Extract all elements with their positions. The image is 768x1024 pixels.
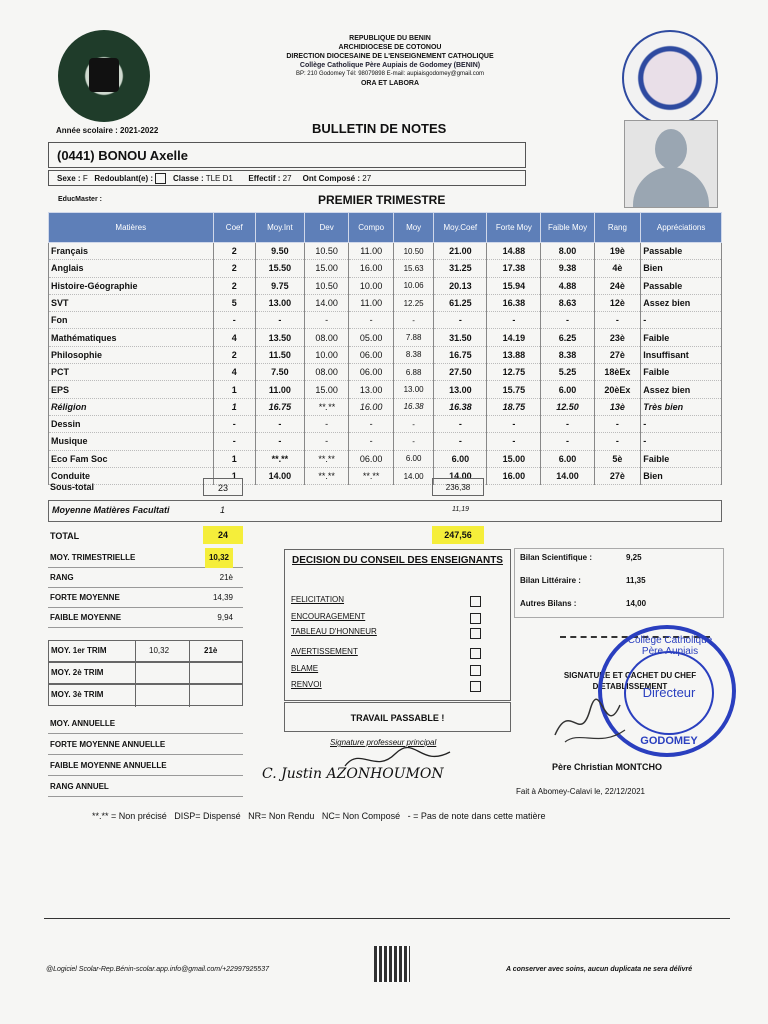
grade-cell: -	[541, 312, 594, 329]
effectif-label: Effectif :	[248, 174, 281, 183]
grade-cell: -	[434, 433, 487, 450]
grade-cell: 9.75	[255, 277, 304, 294]
column-header: Faible Moy	[541, 213, 594, 243]
grade-cell: 16.00	[349, 260, 394, 277]
grade-cell: 10.50	[393, 243, 433, 260]
decision-option: RENVOI	[291, 680, 322, 689]
column-header: Matières	[49, 213, 214, 243]
column-header: Moy.Int	[255, 213, 304, 243]
table-row	[49, 433, 722, 450]
decision-option: AVERTISSEMENT	[291, 647, 358, 656]
grade-cell: 7.88	[393, 329, 433, 346]
grade-cell: -	[349, 433, 394, 450]
total-value: 247,56	[432, 526, 484, 544]
grade-cell: 5è	[594, 450, 641, 467]
grade-cell: 10.00	[349, 277, 394, 294]
subject-name: Français	[49, 243, 214, 260]
grade-cell: 15.00	[304, 381, 349, 398]
grade-cell: 14.88	[487, 243, 541, 260]
grade-cell: 15.50	[255, 260, 304, 277]
grade-cell: 18èEx	[594, 364, 641, 381]
student-info	[48, 170, 526, 186]
subject-name: Musique	[49, 433, 214, 450]
table-header-row	[49, 213, 722, 243]
grade-cell: -	[434, 312, 487, 329]
grade-cell: 14.00	[255, 467, 304, 484]
subject-name: Anglais	[49, 260, 214, 277]
grade-cell: 08.00	[304, 364, 349, 381]
place-date: Fait à Abomey-Calavi le, 22/12/2021	[516, 787, 645, 796]
classe-value: TLE D1	[205, 174, 233, 183]
grade-cell: -	[304, 312, 349, 329]
table-row	[49, 260, 722, 277]
subject-name: Histoire-Géographie	[49, 277, 214, 294]
grade-cell: 13.00	[255, 294, 304, 311]
annual-row: MOY. ANNUELLE	[48, 714, 243, 734]
grade-cell: 11.50	[255, 346, 304, 363]
subject-name: Philosophie	[49, 346, 214, 363]
grade-cell: 9.50	[255, 243, 304, 260]
column-header: Forte Moy	[487, 213, 541, 243]
grade-cell: 6.00	[434, 450, 487, 467]
grade-cell: -	[213, 415, 255, 432]
student-name: (0441) BONOU Axelle	[48, 142, 526, 168]
grade-cell: 14.00	[393, 467, 433, 484]
grade-cell: 61.25	[434, 294, 487, 311]
grade-cell: 1	[213, 467, 255, 484]
subtotal-value: 236,38	[432, 478, 484, 496]
grade-cell: -	[304, 433, 349, 450]
grade-cell: 8.63	[541, 294, 594, 311]
decision-checkbox	[470, 596, 481, 607]
prof-signature-label: Signature professeur principal	[330, 738, 437, 747]
summary-label: FORTE MOYENNE	[50, 593, 120, 602]
stamp-ring-text: Collège Catholique Père Aupiais	[627, 635, 713, 657]
table-row	[49, 381, 722, 398]
trimester-row	[48, 662, 243, 684]
grade-cell: -	[255, 433, 304, 450]
grade-cell: 14.00	[541, 467, 594, 484]
summary-row	[48, 608, 243, 628]
grade-cell: 20.13	[434, 277, 487, 294]
table-row	[49, 312, 722, 329]
decision-verdict: TRAVAIL PASSABLE !	[284, 702, 511, 732]
bilans-box	[514, 548, 724, 618]
grade-cell: 10.00	[304, 346, 349, 363]
header-motto: ORA ET LABORA	[360, 80, 420, 87]
header-line: ARCHIDIOCESE DE COTONOU	[338, 44, 442, 51]
summary-label: RANG	[50, 573, 74, 582]
subtotal-coef: 23	[203, 478, 243, 496]
column-header: Coef	[213, 213, 255, 243]
grade-cell: -	[349, 312, 394, 329]
summary-row	[48, 568, 243, 588]
grade-cell: -	[594, 312, 641, 329]
prof-handwritten-name: C. Justin AZONHOUMON	[262, 766, 444, 782]
subject-name: Fon	[49, 312, 214, 329]
trim-moy: 10,32	[149, 646, 170, 655]
annual-row: FORTE MOYENNE ANNUELLE	[48, 735, 243, 755]
grade-cell: 18.75	[487, 398, 541, 415]
redoublant-checkbox	[155, 173, 166, 184]
trim-label: MOY. 3è TRIM	[51, 690, 104, 699]
table-row	[49, 415, 722, 432]
council-decision-box	[284, 549, 511, 701]
grade-cell: 13.00	[434, 381, 487, 398]
trim-rang: 21è	[204, 646, 218, 655]
summary-value: 9,94	[217, 613, 233, 622]
total-label: TOTAL	[50, 531, 80, 541]
grade-cell: 8.00	[541, 243, 594, 260]
bilan-label: Bilan Scientifique :	[520, 553, 593, 562]
appreciation: -	[641, 433, 722, 450]
grade-cell: 1	[213, 381, 255, 398]
summary-row	[48, 548, 243, 568]
column-header: Rang	[594, 213, 641, 243]
grade-cell: **.**	[304, 450, 349, 467]
column-header: Moy.Coef	[434, 213, 487, 243]
grade-cell: **.**	[349, 467, 394, 484]
grade-cell: -	[434, 415, 487, 432]
footer-right: A conserver avec soins, aucun duplicata ne sera délivré	[506, 966, 693, 973]
grade-cell: -	[541, 415, 594, 432]
grade-cell: 2	[213, 277, 255, 294]
grade-cell: **.**	[304, 398, 349, 415]
grade-cell: 15.00	[304, 260, 349, 277]
grade-cell: 15.63	[393, 260, 433, 277]
letterhead	[200, 34, 580, 88]
grade-cell: -	[393, 415, 433, 432]
grade-cell: 4è	[594, 260, 641, 277]
trimester-title: PREMIER TRIMESTRE	[318, 193, 446, 207]
grade-cell: 06.00	[349, 364, 394, 381]
grade-cell: 6.00	[541, 381, 594, 398]
school-emblem-right	[622, 30, 718, 126]
bilan-value: 9,25	[626, 553, 642, 562]
grade-cell: 19è	[594, 243, 641, 260]
bilan-value: 14,00	[626, 599, 647, 608]
decision-title: DECISION DU CONSEIL DES ENSEIGNANTS	[292, 555, 503, 566]
table-row	[49, 450, 722, 467]
table-row	[49, 243, 722, 260]
appreciation: Assez bien	[641, 294, 722, 311]
grade-cell: 8.38	[541, 346, 594, 363]
qr-code	[374, 946, 410, 982]
facultative-label: Moyenne Matières Facultati	[52, 505, 170, 515]
appreciation: Passable	[641, 277, 722, 294]
grade-cell: 21.00	[434, 243, 487, 260]
grade-cell: 12.25	[393, 294, 433, 311]
column-header: Appréciations	[641, 213, 722, 243]
grade-cell: -	[487, 415, 541, 432]
appreciation: -	[641, 312, 722, 329]
sexe-value: F	[82, 174, 88, 183]
grade-cell: -	[349, 415, 394, 432]
grade-cell: 2	[213, 243, 255, 260]
grade-cell: 9.38	[541, 260, 594, 277]
summary-value: 10,32	[205, 548, 233, 568]
appreciation: Bien	[641, 260, 722, 277]
grade-cell: 1	[213, 398, 255, 415]
grade-cell: 13.88	[487, 346, 541, 363]
grade-cell: 6.00	[541, 450, 594, 467]
total-coef: 24	[203, 526, 243, 544]
student-photo-placeholder	[624, 120, 718, 208]
grade-cell: 31.50	[434, 329, 487, 346]
grade-cell: 12è	[594, 294, 641, 311]
grade-cell: 14.00	[434, 467, 487, 484]
annual-row: FAIBLE MOYENNE ANNUELLE	[48, 756, 243, 776]
summary-label: FAIBLE MOYENNE	[50, 613, 122, 622]
grade-cell: 27è	[594, 346, 641, 363]
grade-cell: 11.00	[349, 243, 394, 260]
grade-cell: -	[255, 415, 304, 432]
sexe-label: Sexe :	[57, 174, 81, 183]
grade-cell: 16.38	[487, 294, 541, 311]
grade-cell: -	[304, 415, 349, 432]
grade-cell: 27.50	[434, 364, 487, 381]
decision-checkbox	[470, 665, 481, 676]
grades-table	[48, 212, 722, 485]
grade-cell: -	[594, 433, 641, 450]
grade-cell: 11.00	[255, 381, 304, 398]
grade-cell: 4.88	[541, 277, 594, 294]
grade-cell: 4	[213, 329, 255, 346]
grade-cell: 5	[213, 294, 255, 311]
grade-cell: 23è	[594, 329, 641, 346]
director-name: Père Christian MONTCHO	[552, 762, 663, 772]
summary-value: 14,39	[212, 593, 233, 602]
grade-cell: 12.75	[487, 364, 541, 381]
subject-name: PCT	[49, 364, 214, 381]
header-line: REPUBLIQUE DU BENIN	[349, 35, 431, 42]
grade-cell: 10.06	[393, 277, 433, 294]
column-header: Moy	[393, 213, 433, 243]
appreciation: Faible	[641, 364, 722, 381]
table-row	[49, 398, 722, 415]
table-row	[49, 346, 722, 363]
grade-cell: -	[393, 433, 433, 450]
grade-cell: -	[487, 433, 541, 450]
table-row	[49, 294, 722, 311]
grade-cell: 14.00	[304, 294, 349, 311]
grade-cell: 4	[213, 364, 255, 381]
subject-name: Conduite	[49, 467, 214, 484]
grade-cell: 13.00	[349, 381, 394, 398]
summary-row	[48, 588, 243, 608]
grade-cell: -	[594, 415, 641, 432]
grade-cell: 10.50	[304, 243, 349, 260]
facultative-value: 11,19	[452, 506, 469, 513]
grade-cell: 15.75	[487, 381, 541, 398]
trimester-row	[48, 640, 243, 662]
grade-cell: -	[255, 312, 304, 329]
bilan-label: Bilan Littéraire :	[520, 576, 581, 585]
grade-cell: 6.00	[393, 450, 433, 467]
appreciation: Bien	[641, 467, 722, 484]
compose-label: Ont Composé :	[302, 174, 361, 183]
grade-cell: 7.50	[255, 364, 304, 381]
decision-option: ENCOURAGEMENT	[291, 612, 366, 621]
subject-name: Réligion	[49, 398, 214, 415]
trim-label: MOY. 2è TRIM	[51, 668, 104, 677]
subject-name: Mathématiques	[49, 329, 214, 346]
header-line: DIRECTION DIOCESAINE DE L'ENSEIGNEMENT CATHOLIQUE	[286, 53, 494, 60]
grade-cell: 6.25	[541, 329, 594, 346]
table-row	[49, 329, 722, 346]
footer-separator	[44, 918, 730, 919]
appreciation: Assez bien	[641, 381, 722, 398]
subject-name: Dessin	[49, 415, 214, 432]
grade-cell: -	[393, 312, 433, 329]
decision-checkbox	[470, 628, 481, 639]
grade-cell: 5.25	[541, 364, 594, 381]
stamp-center-text: Directeur	[624, 651, 714, 735]
grade-cell: 31.25	[434, 260, 487, 277]
grade-cell: **.**	[304, 467, 349, 484]
bilan-label: Autres Bilans :	[520, 599, 577, 608]
appreciation: Passable	[641, 243, 722, 260]
grade-cell: 16.75	[255, 398, 304, 415]
grade-cell: 16.38	[434, 398, 487, 415]
annual-row: RANG ANNUEL	[48, 777, 243, 797]
appreciation: Insuffisant	[641, 346, 722, 363]
table-row	[49, 277, 722, 294]
grade-cell: 05.00	[349, 329, 394, 346]
decision-checkbox	[470, 648, 481, 659]
grade-cell: 8.38	[393, 346, 433, 363]
grade-cell: 08.00	[304, 329, 349, 346]
subtotal-label: Sous-total	[50, 482, 94, 492]
decision-checkbox	[470, 681, 481, 692]
grade-cell: 17.38	[487, 260, 541, 277]
decision-option: TABLEAU D'HONNEUR	[291, 627, 377, 636]
header-line: Collège Catholique Père Aupiais de Godomey (BENIN)	[299, 62, 481, 69]
appreciation: Faible	[641, 450, 722, 467]
decision-option: BLAME	[291, 664, 319, 673]
educmaster-label: EducMaster :	[58, 196, 102, 203]
bilan-value: 11,35	[626, 576, 646, 585]
appreciation: Faible	[641, 329, 722, 346]
grade-cell: -	[541, 433, 594, 450]
compose-value: 27	[362, 174, 372, 183]
appreciation: -	[641, 415, 722, 432]
grade-cell: -	[213, 312, 255, 329]
subject-name: Eco Fam Soc	[49, 450, 214, 467]
grade-cell: 20èEx	[594, 381, 641, 398]
classe-label: Classe :	[172, 174, 204, 183]
grade-cell: 13.00	[393, 381, 433, 398]
appreciation: Très bien	[641, 398, 722, 415]
header-contact: BP: 210 Godomey Tél: 98079898 E-mail: aupiaisgodomey@gmail.com	[295, 71, 485, 77]
stamp-bottom-text: GODOMEY	[640, 735, 698, 747]
grade-cell: 2	[213, 346, 255, 363]
summary-label: MOY. TRIMESTRIELLE	[50, 553, 136, 562]
grade-cell: 2	[213, 260, 255, 277]
grade-cell: 15.94	[487, 277, 541, 294]
subject-name: EPS	[49, 381, 214, 398]
grade-cell: 15.00	[487, 450, 541, 467]
grade-cell: -	[213, 433, 255, 450]
grade-cell: 10.50	[304, 277, 349, 294]
grade-cell: 14.19	[487, 329, 541, 346]
footer-left: @Logiciel Scolar-Rep.Bénin-scolar.app.info@gmail.com/+22997925537	[46, 966, 269, 973]
grade-cell: 06.00	[349, 450, 394, 467]
grade-cell: 13.50	[255, 329, 304, 346]
grade-cell: -	[487, 312, 541, 329]
column-header: Compo	[349, 213, 394, 243]
grade-cell: 1	[213, 450, 255, 467]
trim-label: MOY. 1er TRIM	[51, 646, 107, 655]
grade-cell: 11.00	[349, 294, 394, 311]
grade-cell: 24è	[594, 277, 641, 294]
table-row	[49, 364, 722, 381]
grade-cell: 6.88	[393, 364, 433, 381]
school-emblem-left	[58, 30, 150, 122]
decision-checkbox	[470, 613, 481, 624]
grade-cell: 12.50	[541, 398, 594, 415]
redoublant-label: Redoublant(e) :	[94, 174, 154, 183]
grade-cell: **.**	[255, 450, 304, 467]
grade-cell: 06.00	[349, 346, 394, 363]
grade-cell: 27è	[594, 467, 641, 484]
effectif-value: 27	[282, 174, 292, 183]
grade-cell: 16.75	[434, 346, 487, 363]
grade-cell: 13è	[594, 398, 641, 415]
legend: **.** = Non précisé DISP= Dispensé NR= Non Rendu NC= Non Composé - = Pas de note dans cette matière	[92, 811, 546, 821]
facultative-coef: 1	[220, 505, 226, 515]
grade-cell: 16.00	[487, 467, 541, 484]
prof-signature-scribble	[340, 746, 460, 776]
column-header: Dev	[304, 213, 349, 243]
trimester-row	[48, 684, 243, 706]
grade-cell: 16.00	[349, 398, 394, 415]
grade-cell: 16.38	[393, 398, 433, 415]
subject-name: SVT	[49, 294, 214, 311]
decision-option: FELICITATION	[291, 595, 345, 604]
document-title: BULLETIN DE NOTES	[312, 121, 447, 136]
summary-value: 21è	[219, 573, 233, 582]
school-year: Année scolaire : 2021-2022	[56, 126, 159, 135]
chef-signature-scribble	[550, 690, 630, 750]
chef-signature-label: SIGNATURE ET CACHET DU CHEF D'ETABLISSEMENT	[563, 671, 697, 691]
